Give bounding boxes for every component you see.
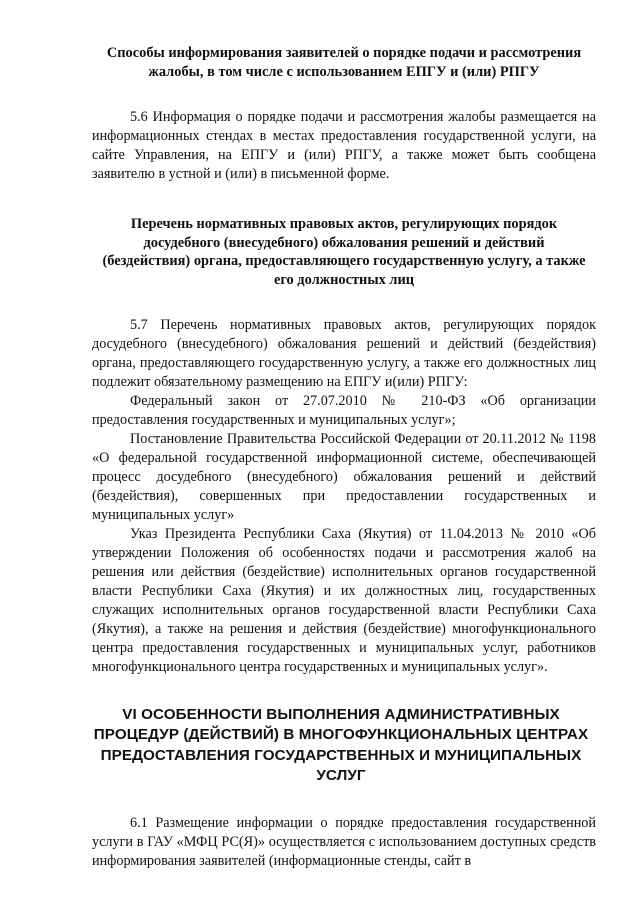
paragraph-government-resolution: Постановление Правительства Российской Федерации от 20.11.2012 № 1198 «О федеральной государственной информационной системе, обеспечивающей процесс досудебного (внесудебного) обжалования решений и действий (бездействия), совершенных при предоставлении государственных и муниципальных услуг» [92,431,596,523]
paragraph-6-1: 6.1 Размещение информации о порядке предоставления государственной услуги в ГАУ «МФЦ РС(Я)» осуществляется с использованием доступных средств информирования заявителей (информационные стенды, сайт в [92,815,596,870]
paragraph-federal-law: Федеральный закон от 27.07.2010 № 210-ФЗ «Об организации предоставления государственных и муниципальных услуг»; [92,393,596,428]
paragraph-presidential-decree: Указ Президента Республики Саха (Якутия) от 11.04.2013 № 2010 «Об утверждении Положения об особенностях подачи и рассмотрения жалоб на решения или действия (бездействие) исполнительных органов государственной власти Республики Саха (Якутия) и их должностных лиц, государственных служащих исполнительных органов государственной власти Республики Саха (Якутия), а также на решения и действия (бездействие) многофункционального центра предоставления государственных и муниципальных услуг, работников многофункционального центра государственных и муниципальных услуг». [92,526,596,675]
paragraph-5-7: 5.7 Перечень нормативных правовых актов, регулирующих порядок досудебного (внесудебного) обжалования решений и действий (бездействия) органа, предоставляющего государственную услугу, а также его должностных лиц подлежит обязательному размещению на ЕПГУ и(или) РПГУ: [92,317,596,390]
section-heading-complaint-info: Способы информирования заявителей о порядке подачи и рассмотрения жалобы, в том числе с использованием ЕПГУ и (или) РПГУ [106,45,582,80]
paragraph-5-6: 5.6 Информация о порядке подачи и рассмотрения жалобы размещается на информационных стендах в местах предоставления государственной услуги, на сайте Управления, на ЕПГУ и (или) РПГУ, а также может быть сообщена заявителю в устной и (или) в письменной форме. [92,109,596,182]
chapter-heading-vi: VI ОСОБЕННОСТИ ВЫПОЛНЕНИЯ АДМИНИСТРАТИВНЫХ ПРОЦЕДУР (ДЕЙСТВИЙ) В МНОГОФУНКЦИОНАЛЬНЫХ ЦЕНТРАХ ПРЕДОСТАВЛЕНИЯ ГОСУДАРСТВЕННЫХ И МУНИЦИПАЛЬНЫХ УСЛУГ [93,706,589,784]
section-heading-legal-acts: Перечень нормативных правовых актов, регулирующих порядок досудебного (внесудебного) обжалования решений и действий (бездействия) органа, предоставляющего государственную услугу, а также его должностных лиц [102,216,586,288]
